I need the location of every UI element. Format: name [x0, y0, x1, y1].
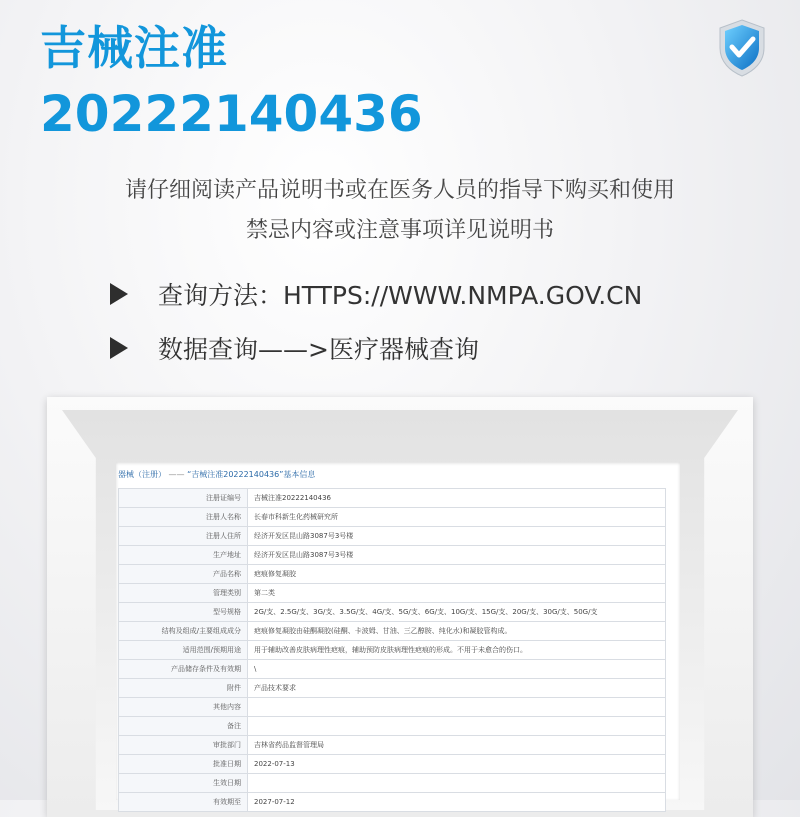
table-row — [119, 793, 666, 812]
row-value: 2022-07-13 — [248, 755, 666, 774]
screenshot-panel — [116, 462, 680, 806]
table-row — [119, 755, 666, 774]
row-value: 2027-07-12 — [248, 793, 666, 812]
row-label: 注册人名称 — [119, 508, 248, 527]
row-value — [248, 698, 666, 717]
query-method-text: 查询方法：HTTPS://WWW.NMPA.GOV.CN — [158, 281, 643, 310]
registration-number: 20222140436 — [40, 85, 423, 143]
table-row — [119, 736, 666, 755]
row-label: 产品储存条件及有效期 — [119, 660, 248, 679]
row-label: 产品名称 — [119, 565, 248, 584]
row-label: 注册证编号 — [119, 489, 248, 508]
row-value: 产品技术要求 — [248, 679, 666, 698]
row-value: \ — [248, 660, 666, 679]
row-label: 结构及组成/主要组成成分 — [119, 622, 248, 641]
record-title — [116, 462, 680, 488]
table-row — [119, 641, 666, 660]
row-label: 附件 — [119, 679, 248, 698]
row-label: 注册人住所 — [119, 527, 248, 546]
row-value: 经济开发区昆山路3087号3号楼 — [248, 527, 666, 546]
table-row — [119, 622, 666, 641]
table-row — [119, 527, 666, 546]
table-row — [119, 565, 666, 584]
row-label: 其他内容 — [119, 698, 248, 717]
registration-info-table — [118, 488, 666, 812]
shield-check-icon — [716, 18, 768, 78]
row-label: 生效日期 — [119, 774, 248, 793]
row-label: 生产地址 — [119, 546, 248, 565]
row-label: 审批部门 — [119, 736, 248, 755]
table-row — [119, 584, 666, 603]
record-title-main: “吉械注准20222140436”基本信息 — [187, 470, 316, 479]
query-method-line — [110, 276, 642, 312]
header-title: 吉械注准 — [40, 21, 228, 75]
table-row — [119, 774, 666, 793]
query-path-text: 数据查询——>医疗器械查询 — [158, 335, 479, 364]
triangle-right-icon — [110, 337, 128, 359]
query-path-line — [110, 330, 479, 366]
row-value: 疤痕修复凝胶由硅酮凝胶(硅酮、卡波姆、甘油、三乙醇胺、纯化水)和凝胶管构成。 — [248, 622, 666, 641]
table-row — [119, 489, 666, 508]
table-row — [119, 660, 666, 679]
record-title-prefix: 器械（注册） — [118, 470, 166, 479]
row-value: 2G/支、2.5G/支、3G/支、3.5G/支、4G/支、5G/支、6G/支、10G/支、15G/支、20G/支、30G/支、50G/支 — [248, 603, 666, 622]
notice-line-2: 禁忌内容或注意事项详见说明书 — [245, 218, 554, 243]
row-label: 有效期至 — [119, 793, 248, 812]
row-label: 批准日期 — [119, 755, 248, 774]
row-label: 备注 — [119, 717, 248, 736]
notice-line-1: 请仔细阅读产品说明书或在医务人员的指导下购买和使用 — [124, 178, 675, 203]
row-value: 第二类 — [248, 584, 666, 603]
table-row — [119, 546, 666, 565]
row-value — [248, 717, 666, 736]
table-row — [119, 717, 666, 736]
row-label: 适用范围/预期用途 — [119, 641, 248, 660]
row-value: 长春市科新生化药械研究所 — [248, 508, 666, 527]
table-row — [119, 603, 666, 622]
row-value: 疤痕修复凝胶 — [248, 565, 666, 584]
table-row — [119, 679, 666, 698]
row-label: 管理类别 — [119, 584, 248, 603]
row-value: 用于辅助改善皮肤病理性疤痕，辅助预防皮肤病理性疤痕的形成。不用于未愈合的伤口。 — [248, 641, 666, 660]
triangle-right-icon — [110, 283, 128, 305]
row-value — [248, 774, 666, 793]
record-title-sep: —— — [168, 470, 185, 479]
row-value: 吉林省药品监督管理局 — [248, 736, 666, 755]
row-label: 型号规格 — [119, 603, 248, 622]
row-value: 吉械注准20222140436 — [248, 489, 666, 508]
row-value: 经济开发区昆山路3087号3号楼 — [248, 546, 666, 565]
table-row — [119, 698, 666, 717]
table-row — [119, 508, 666, 527]
